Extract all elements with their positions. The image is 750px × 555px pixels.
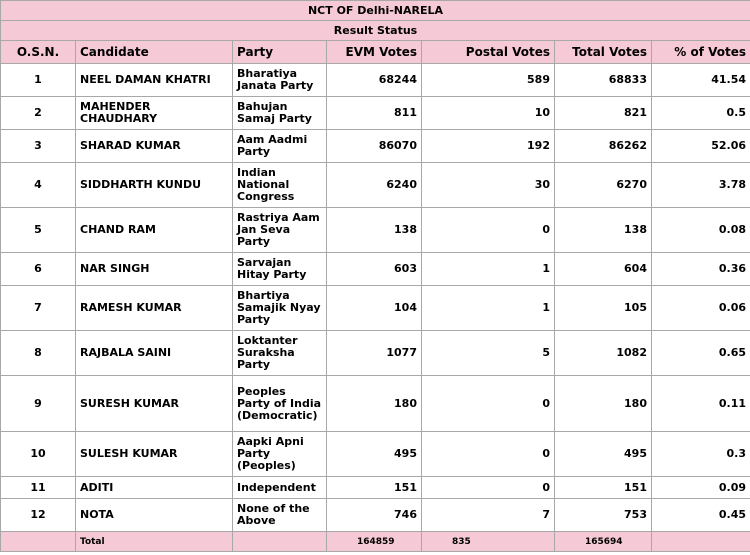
postal-votes-cell: 30 — [422, 163, 555, 208]
evm-votes-cell: 746 — [327, 499, 422, 532]
totals-evm-votes: 164859 — [327, 532, 422, 552]
osn-cell: 5 — [1, 208, 76, 253]
postal-votes-cell: 1 — [422, 253, 555, 286]
osn-cell: 4 — [1, 163, 76, 208]
table-row — [1, 97, 750, 130]
party-cell: Bharatiya Janata Party — [233, 64, 327, 97]
evm-votes-cell: 495 — [327, 432, 422, 477]
table-row — [1, 253, 750, 286]
table-row — [1, 130, 750, 163]
table-row — [1, 499, 750, 532]
osn-cell: 11 — [1, 477, 76, 499]
percent-votes-cell: 52.06 — [652, 130, 750, 163]
totals-postal-votes: 835 — [422, 532, 555, 552]
osn-cell: 10 — [1, 432, 76, 477]
total-votes-cell: 821 — [555, 97, 652, 130]
column-header-row — [1, 41, 750, 64]
totals-label: Total — [76, 532, 233, 552]
table-row — [1, 64, 750, 97]
postal-votes-cell: 10 — [422, 97, 555, 130]
header-party: Party — [233, 41, 327, 64]
candidate-cell: RAJBALA SAINI — [76, 331, 233, 376]
header-percent-votes: % of Votes — [652, 41, 750, 64]
table-row — [1, 376, 750, 432]
party-cell: Bhartiya Samajik Nyay Party — [233, 286, 327, 331]
party-cell: Independent — [233, 477, 327, 499]
party-cell: Aam Aadmi Party — [233, 130, 327, 163]
party-cell: Bahujan Samaj Party — [233, 97, 327, 130]
percent-votes-cell: 3.78 — [652, 163, 750, 208]
osn-cell: 2 — [1, 97, 76, 130]
totals-party-spacer — [233, 532, 327, 552]
header-total-votes: Total Votes — [555, 41, 652, 64]
percent-votes-cell: 41.54 — [652, 64, 750, 97]
total-votes-cell: 86262 — [555, 130, 652, 163]
evm-votes-cell: 138 — [327, 208, 422, 253]
postal-votes-cell: 0 — [422, 477, 555, 499]
osn-cell: 8 — [1, 331, 76, 376]
candidate-cell: SURESH KUMAR — [76, 376, 233, 432]
postal-votes-cell: 7 — [422, 499, 555, 532]
result-status-label: Result Status — [1, 21, 750, 41]
total-votes-cell: 68833 — [555, 64, 652, 97]
table-row — [1, 477, 750, 499]
total-votes-cell: 180 — [555, 376, 652, 432]
osn-cell: 12 — [1, 499, 76, 532]
postal-votes-cell: 192 — [422, 130, 555, 163]
percent-votes-cell: 0.08 — [652, 208, 750, 253]
party-cell: None of the Above — [233, 499, 327, 532]
percent-votes-cell: 0.65 — [652, 331, 750, 376]
header-postal-votes: Postal Votes — [422, 41, 555, 64]
evm-votes-cell: 1077 — [327, 331, 422, 376]
table-row — [1, 208, 750, 253]
totals-spacer-cell — [1, 532, 76, 552]
evm-votes-cell: 603 — [327, 253, 422, 286]
total-votes-cell: 495 — [555, 432, 652, 477]
postal-votes-cell: 0 — [422, 432, 555, 477]
header-osn: O.S.N. — [1, 41, 76, 64]
evm-votes-cell: 86070 — [327, 130, 422, 163]
table-row — [1, 331, 750, 376]
evm-votes-cell: 151 — [327, 477, 422, 499]
percent-votes-cell: 0.11 — [652, 376, 750, 432]
party-cell: Sarvajan Hitay Party — [233, 253, 327, 286]
percent-votes-cell: 0.36 — [652, 253, 750, 286]
table-row — [1, 432, 750, 477]
osn-cell: 6 — [1, 253, 76, 286]
percent-votes-cell: 0.09 — [652, 477, 750, 499]
party-cell: Aapki Apni Party (Peoples) — [233, 432, 327, 477]
table-row — [1, 286, 750, 331]
candidate-cell: MAHENDER CHAUDHARY — [76, 97, 233, 130]
evm-votes-cell: 68244 — [327, 64, 422, 97]
totals-percent-spacer — [652, 532, 750, 552]
osn-cell: 3 — [1, 130, 76, 163]
total-votes-cell: 151 — [555, 477, 652, 499]
candidate-cell: NAR SINGH — [76, 253, 233, 286]
postal-votes-cell: 589 — [422, 64, 555, 97]
evm-votes-cell: 104 — [327, 286, 422, 331]
candidate-cell: CHAND RAM — [76, 208, 233, 253]
totals-total-votes: 165694 — [555, 532, 652, 552]
total-votes-cell: 753 — [555, 499, 652, 532]
postal-votes-cell: 0 — [422, 208, 555, 253]
candidate-cell: SHARAD KUMAR — [76, 130, 233, 163]
candidate-cell: NEEL DAMAN KHATRI — [76, 64, 233, 97]
page-title: NCT OF Delhi-NARELA — [1, 1, 750, 21]
total-votes-cell: 6270 — [555, 163, 652, 208]
postal-votes-cell: 0 — [422, 376, 555, 432]
status-row — [1, 21, 750, 41]
evm-votes-cell: 6240 — [327, 163, 422, 208]
percent-votes-cell: 0.3 — [652, 432, 750, 477]
party-cell: Rastriya Aam Jan Seva Party — [233, 208, 327, 253]
percent-votes-cell: 0.5 — [652, 97, 750, 130]
percent-votes-cell: 0.06 — [652, 286, 750, 331]
candidate-cell: ADITI — [76, 477, 233, 499]
osn-cell: 7 — [1, 286, 76, 331]
candidate-cell: SIDDHARTH KUNDU — [76, 163, 233, 208]
total-votes-cell: 1082 — [555, 331, 652, 376]
table-row — [1, 163, 750, 208]
candidate-cell: NOTA — [76, 499, 233, 532]
party-cell: Peoples Party of India (Democratic) — [233, 376, 327, 432]
party-cell: Loktanter Suraksha Party — [233, 331, 327, 376]
title-row — [1, 1, 750, 21]
candidate-cell: RAMESH KUMAR — [76, 286, 233, 331]
total-votes-cell: 604 — [555, 253, 652, 286]
percent-votes-cell: 0.45 — [652, 499, 750, 532]
postal-votes-cell: 1 — [422, 286, 555, 331]
party-cell: Indian National Congress — [233, 163, 327, 208]
total-votes-cell: 105 — [555, 286, 652, 331]
evm-votes-cell: 180 — [327, 376, 422, 432]
header-candidate: Candidate — [76, 41, 233, 64]
evm-votes-cell: 811 — [327, 97, 422, 130]
postal-votes-cell: 5 — [422, 331, 555, 376]
header-evm-votes: EVM Votes — [327, 41, 422, 64]
total-votes-cell: 138 — [555, 208, 652, 253]
totals-row — [1, 532, 750, 552]
candidate-cell: SULESH KUMAR — [76, 432, 233, 477]
osn-cell: 1 — [1, 64, 76, 97]
osn-cell: 9 — [1, 376, 76, 432]
